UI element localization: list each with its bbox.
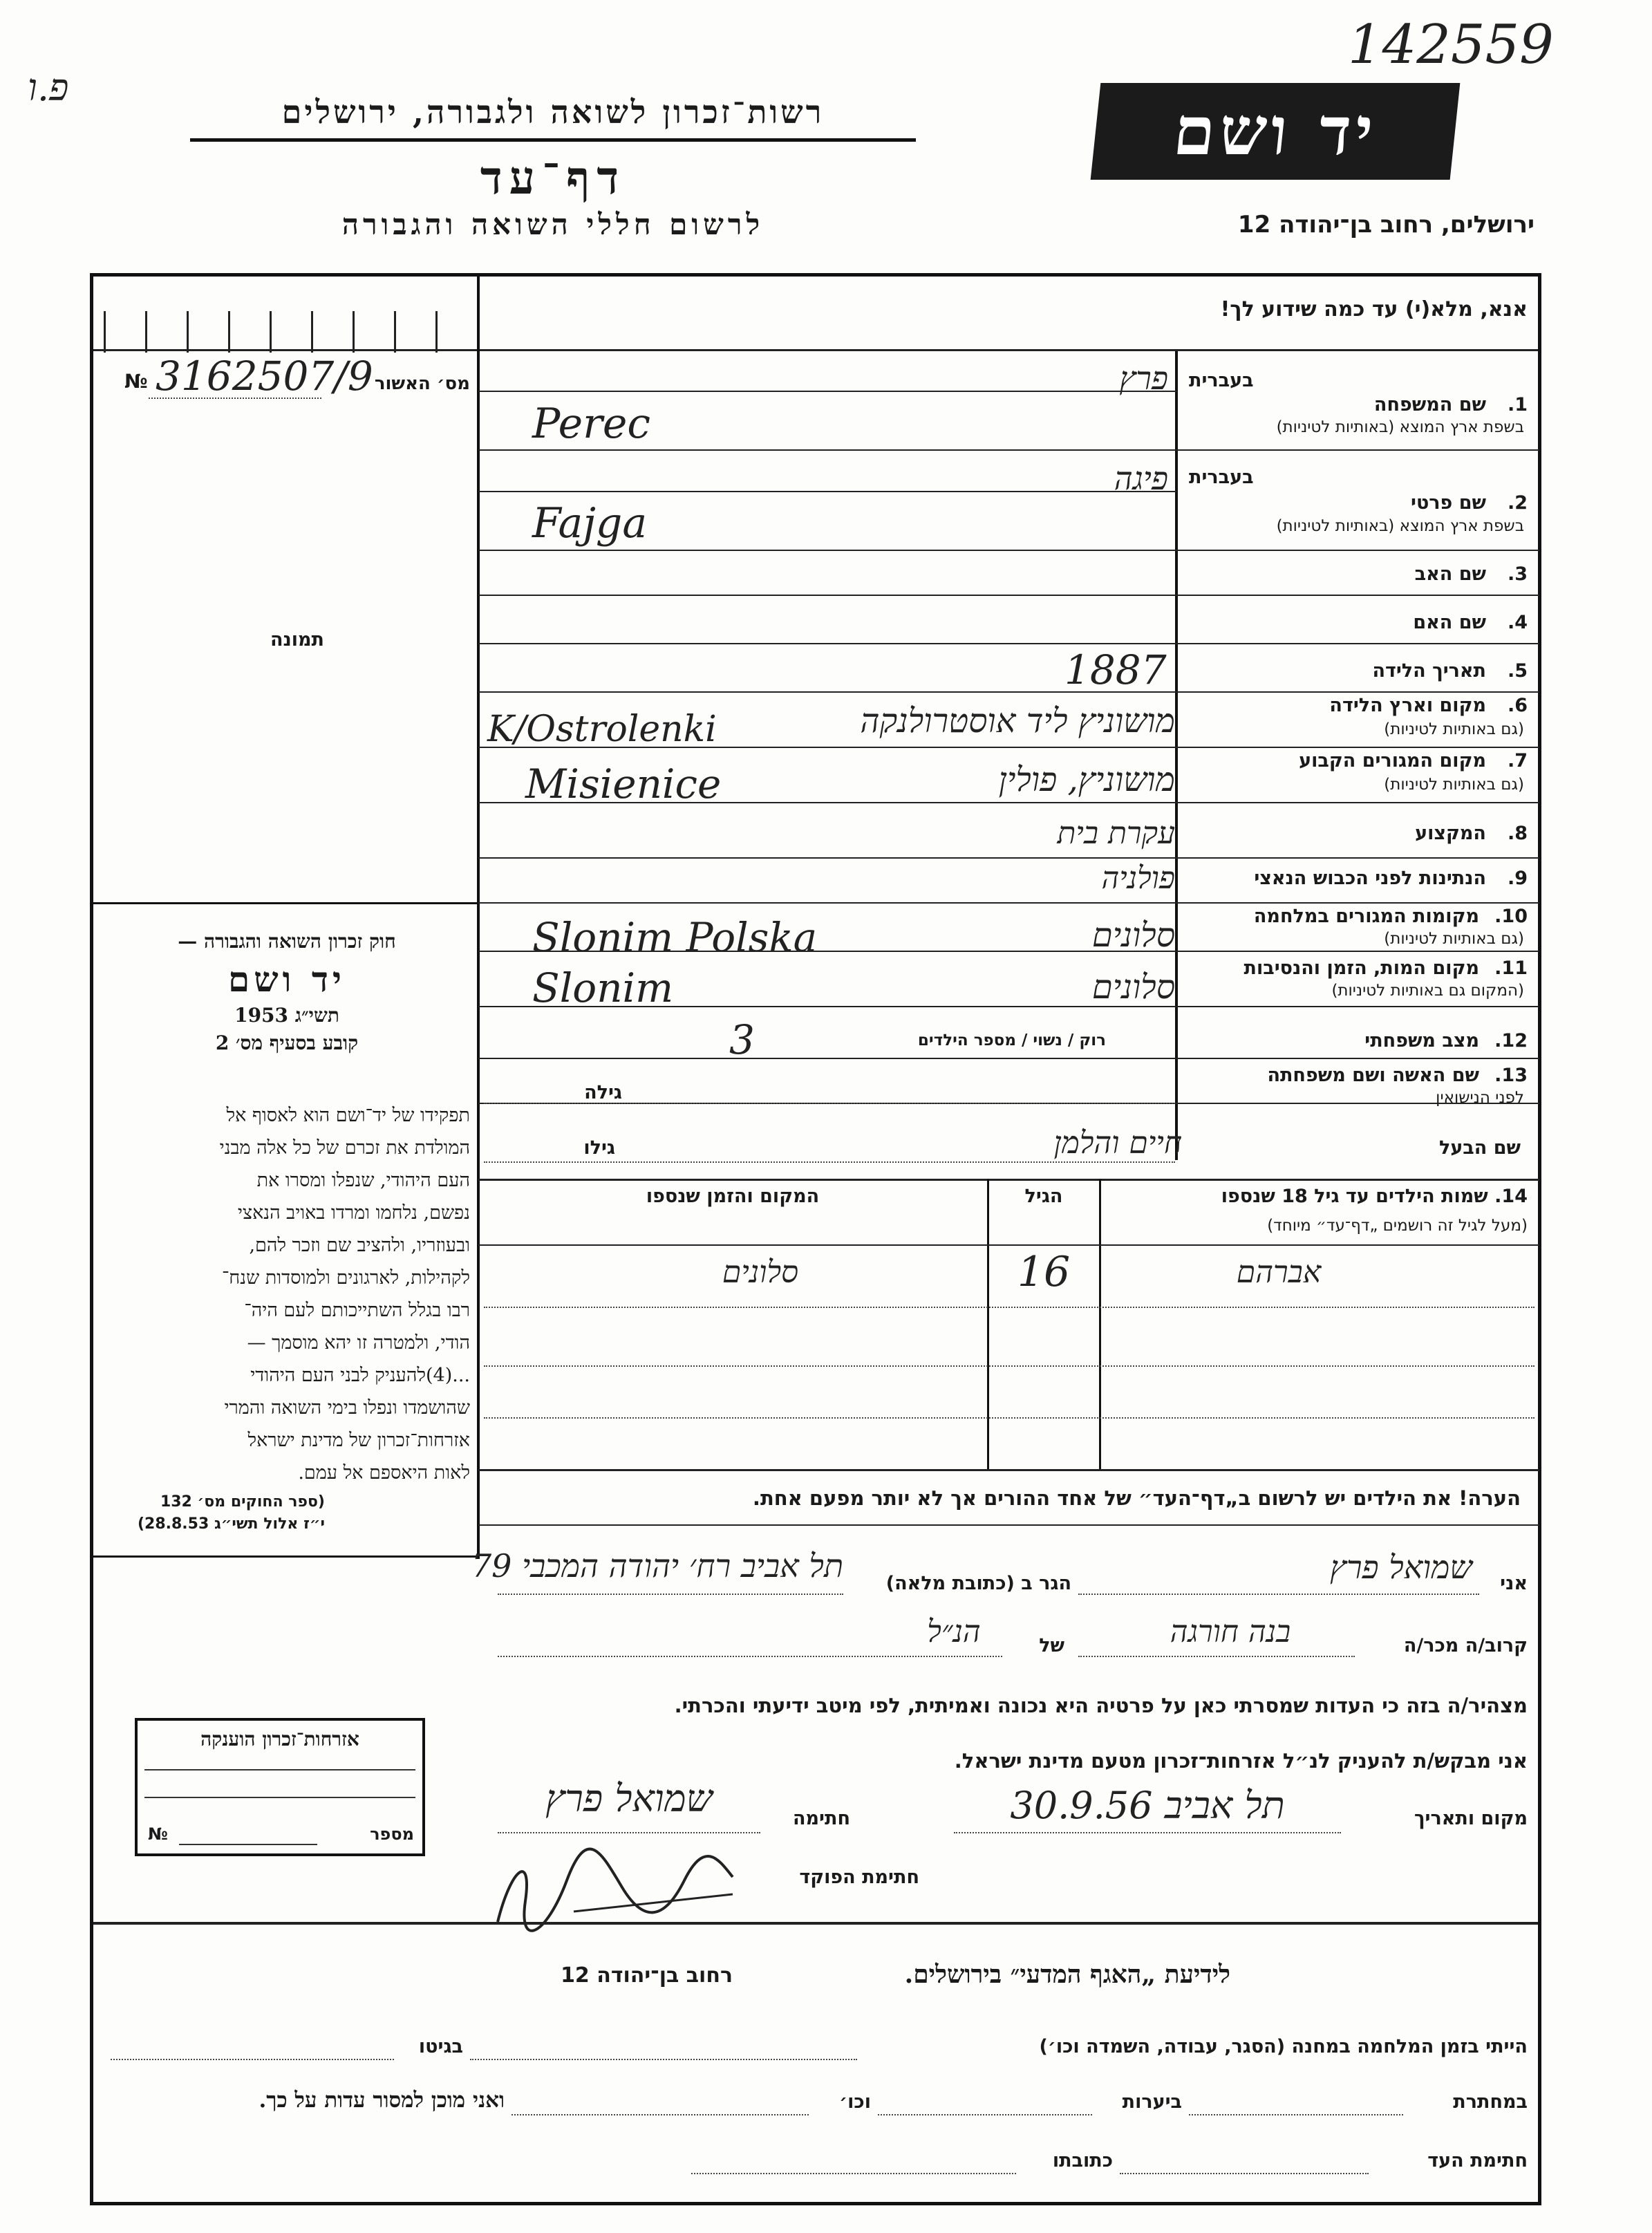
field-9-value: פולניה [1101, 861, 1175, 896]
field-2-sub: בשפת ארץ המוצא (באותיות לטיניות) [1276, 517, 1524, 535]
field-6-sub: (גם באותיות לטיניות) [1384, 720, 1524, 738]
law-panel-bottom [93, 1555, 478, 1558]
field-6-value: מושוניץ ליד אוסטרולנקה [860, 702, 1175, 740]
law-source-date: י״ז אלול תשי״ג 28.8.53) [137, 1515, 325, 1533]
ticks [104, 311, 463, 353]
footer-address-label: כתובתו [1052, 2150, 1113, 2171]
footer-rule [93, 1922, 1538, 1925]
footer-etc: וכו׳ [839, 2091, 871, 2113]
field-9-num: 9. [1507, 868, 1528, 889]
row-line [478, 550, 1539, 551]
row-line [478, 595, 1539, 596]
field-11-value: סלונים [1091, 968, 1175, 1007]
law-text-line: רבו בגלל השתייכותם לעם היה־ [244, 1300, 470, 1321]
citizenship-number-line [179, 1844, 317, 1845]
footer-forests-dots [878, 2114, 1092, 2115]
field-1-latin-value: Perec [532, 400, 650, 448]
footer-underground: במחתרת [1453, 2091, 1528, 2113]
children-row-rule [484, 1365, 1534, 1367]
field-11-label: מקום המות, הזמן והנסיבות [1243, 957, 1479, 979]
declarant-name-dots [1078, 1594, 1479, 1595]
children-bottom-rule [478, 1469, 1539, 1471]
field-12-label: מצב משפחתי [1364, 1030, 1479, 1052]
field-1-hebrew-value: פרץ [1119, 359, 1168, 397]
children-subtitle: (מעל לגיל זה רושמים „דף־עד״ מיוחד) [1267, 1217, 1528, 1235]
authority-name: רשות־זכרון לשואה ולגבורה, ירושלים [281, 93, 825, 131]
field-7-latin-value: Misienice [525, 760, 722, 807]
law-text-line: שהושמדו ונפלו בימי השואה והמרי [224, 1397, 470, 1419]
field-12-num: 12. [1494, 1030, 1528, 1052]
instruction: אנא, מלא(י) עד כמה שידוע לך! [1220, 297, 1528, 321]
field-7-label: מקום המגורים הקבוע [1299, 750, 1486, 772]
place-date-value: תל אביב 30.9.56 [1010, 1784, 1285, 1827]
officer-signature-stroke [498, 1849, 733, 1931]
archive-number: 142559 [1348, 14, 1554, 76]
field-1-label: שם המשפחה [1373, 394, 1486, 415]
field-11-num: 11. [1494, 957, 1528, 979]
field-5-num: 5. [1507, 660, 1528, 682]
field-10-num: 10. [1494, 906, 1528, 927]
of-label: של [1039, 1635, 1064, 1656]
declarant-address-dots [498, 1594, 843, 1595]
field-4-label: שם האם [1413, 612, 1486, 633]
law-text-line: ...(4)להעניק לבני העם היהודי [250, 1365, 470, 1386]
field-2-num: 2. [1507, 492, 1528, 514]
law-text-line: תפקידו של יד־ושם הוא לאסוף אל [226, 1105, 470, 1126]
husband-label: שם הבעל [1438, 1137, 1521, 1159]
law-text-line: העם היהודי, שנפלו ומסרו את [256, 1170, 470, 1191]
signature-dots [498, 1832, 760, 1833]
registration-no-sign: № [124, 370, 148, 393]
law-clause: קובע בסעיף מס׳ 2 [215, 1031, 359, 1054]
field-12-value: 3 [729, 1016, 755, 1063]
children-col-place: המקום והזמן שנספו [646, 1186, 820, 1207]
field-13-age-label: גילה [584, 1082, 622, 1103]
children-row-rule [484, 1417, 1534, 1419]
law-title: חוק זכרון השואה והגבורה — [178, 930, 396, 953]
row-line [478, 643, 1539, 644]
form-subtitle: לרשום חללי השואה והגבורה [341, 207, 764, 241]
footer-ready: ואני מוכן למסור עדות על כך. [259, 2088, 505, 2113]
footer-ghetto: בגיטו [418, 2036, 463, 2057]
note-rule [478, 1524, 1539, 1526]
field-3-label: שם האב [1414, 563, 1486, 585]
header-rule [190, 138, 916, 142]
field-11-sub: (המקום גם באותיות לטיניות) [1331, 982, 1524, 1000]
field-8-num: 8. [1507, 823, 1528, 844]
instruction-rule [93, 349, 1538, 351]
law-panel [104, 930, 470, 1055]
field-2-latin-value: Fajga [532, 499, 648, 548]
registration-value: 3162507/9 [156, 353, 373, 400]
relation-label: קרוב/ה מכר/ה [1403, 1635, 1528, 1656]
field-1-hebrew-tag: בעברית [1189, 370, 1254, 391]
citizenship-line-2 [144, 1797, 415, 1798]
field-8-value: עקרת בית [1057, 816, 1175, 851]
declarant-ani: אני [1500, 1573, 1528, 1594]
left-panel-divider [477, 273, 480, 1559]
photo-box-bottom [93, 902, 478, 904]
row-line [478, 1179, 1539, 1181]
footer-witness-sig: חתימת העד [1427, 2150, 1528, 2171]
registration-label: מס׳ האשור [374, 373, 470, 394]
field-13-label: שם האשה ושם משפחתה [1267, 1065, 1479, 1086]
husband-dots [484, 1161, 1175, 1163]
field-9-label: הנתינות לפני הכבוש הנאצי [1254, 868, 1486, 889]
law-source: (ספר החוקים מס׳ 132 [160, 1493, 325, 1511]
corner-mark: פ.ו [28, 66, 69, 109]
footer-etc-dots [511, 2114, 809, 2115]
photo-label: תמונה [270, 629, 325, 651]
declarant-address: תל אביב רח׳ יהודה המכבי 79 [471, 1547, 843, 1585]
field-6-latin-value: K/Ostrolenki [487, 709, 717, 750]
footer-line1: הייתי בזמן המלחמה במחנה (הסגר, עבודה, השמדה וכו׳) [1039, 2036, 1528, 2057]
field-10-latin-value: Slonim Polska [532, 914, 818, 961]
officer-signature [484, 1839, 747, 1943]
logo [1091, 83, 1461, 180]
note: הערה! את הילדים יש לרשום ב„דף־העד״ של אחד ההורים אך לא יותר מפעם אחת. [752, 1486, 1521, 1510]
children-col-age: הגיל [1024, 1186, 1063, 1207]
field-10-value: סלונים [1091, 916, 1175, 955]
row-line [478, 857, 1539, 859]
field-2-hebrew-tag: בעברית [1189, 467, 1254, 488]
field-4-num: 4. [1507, 612, 1528, 633]
place-date-label: מקום ותאריך [1414, 1808, 1528, 1829]
field-1-sub: בשפת ארץ המוצא (באותיות לטיניות) [1276, 418, 1524, 436]
field-5-value: 1887 [1064, 646, 1167, 693]
officer-label: חתימת הפוקד [799, 1867, 919, 1888]
footer-forests: ביערות [1122, 2091, 1182, 2113]
field-10-label: מקומות המגורים במלחמה [1253, 906, 1479, 927]
field-11-latin-value: Slonim [532, 964, 674, 1011]
field-13-num: 13. [1494, 1065, 1528, 1086]
relation-dots [1078, 1656, 1355, 1657]
child-place: סלונים [722, 1255, 799, 1290]
footer-address: רחוב בן־יהודה 12 [561, 1963, 733, 1988]
field-10-sub: (גם באותיות לטיניות) [1384, 930, 1524, 948]
children-col-divider-2 [987, 1179, 989, 1469]
law-name: יד ושם [228, 959, 346, 1000]
child-age: 16 [1017, 1248, 1071, 1296]
field-3-num: 3. [1507, 563, 1528, 585]
citizenship-no: № [148, 1824, 168, 1844]
row-line [478, 691, 1539, 693]
field-2-label: שם פרטי [1411, 492, 1486, 514]
citizenship-box [135, 1718, 425, 1856]
registration-dots [149, 398, 321, 399]
law-year: תשי״ג 1953 [234, 1004, 339, 1027]
law-text-line: לקהילות, לארגונים ולמוסדות שנח־ [221, 1267, 470, 1289]
field-7-value: מושוניץ, פולין [998, 760, 1175, 799]
row-line [478, 902, 1539, 904]
field-13-sub: לפני הנישואין [1436, 1089, 1524, 1107]
children-title: 14. שמות הילדים עד גיל 18 שנספו [1221, 1186, 1528, 1207]
field-8-label: המקצוע [1415, 823, 1486, 844]
children-col-divider-1 [1099, 1179, 1101, 1469]
declaration: מצהיר/ה בזה כי העדות שמסרתי כאן על פרטיה היא נכונה ואמיתית, לפי מיטב ידיעתי והכרתי. [674, 1694, 1528, 1717]
citizenship-line-1 [144, 1769, 415, 1770]
law-text-line: לאות היאספם אל עמם. [298, 1462, 470, 1484]
citizenship-number-label: מספר [370, 1824, 414, 1844]
declarant-resides: הגר ב (כתובת מלאה) [885, 1573, 1071, 1594]
children-header-rule [478, 1244, 1539, 1246]
field-7-num: 7. [1507, 750, 1528, 772]
of-dots [498, 1656, 1002, 1657]
field-2-hebrew-value: פיגה [1114, 460, 1168, 497]
request: אני מבקש/ת להעניק לנ״ל אזרחות־זכרון מטעם מדינת ישראל. [954, 1749, 1528, 1773]
field-7-sub: (גם באותיות לטיניות) [1384, 776, 1524, 794]
field-6-num: 6. [1507, 695, 1528, 716]
footer-witness-dots [1120, 2173, 1369, 2174]
law-text-line: הודי, ולמטרה זו יהא מוסמך — [247, 1332, 470, 1354]
of-value: הנ״ל [927, 1614, 981, 1650]
header-address: ירושלים, רחוב בן־יהודה 12 [1237, 211, 1534, 239]
signature-label: חתימה [792, 1808, 850, 1829]
child-name: אברהם [1236, 1255, 1322, 1290]
law-text-line: ובעוזריו, ולהציב שם וזכר להם, [249, 1235, 470, 1256]
row-line [478, 449, 1539, 451]
field-column-divider [1175, 351, 1178, 1160]
relation-value: בנה חורגה [1170, 1614, 1291, 1650]
signature: שמואל פרץ [545, 1777, 713, 1820]
husband-age-label: גילו [583, 1137, 615, 1159]
citizenship-title: אזרחות־זכרון הוענקה [200, 1728, 359, 1750]
field-6-label: מקום וארץ הלידה [1329, 695, 1486, 716]
field-1-num: 1. [1507, 394, 1528, 415]
place-date-dots [954, 1832, 1341, 1833]
form-title: דף־עד [480, 151, 626, 205]
footer-ghetto-dots [111, 2059, 394, 2060]
field-13-dots [484, 1103, 1175, 1104]
law-text-line: אזרחות־זכרון של מדינת ישראל [247, 1430, 470, 1451]
footer-camp-dots [470, 2059, 857, 2060]
field-5-label: תאריך הלידה [1372, 660, 1486, 682]
officer-signature-underline [574, 1894, 733, 1912]
footer-address-dots [691, 2173, 1016, 2174]
field-12-options: רוק / נשוי / מספר הילדים [917, 1031, 1106, 1049]
law-text-line: המולדת את זכרם של כל אלה מבני [219, 1137, 470, 1159]
footer-underground-dots [1189, 2114, 1403, 2115]
declarant-name: שמואל פרץ [1329, 1549, 1472, 1586]
husband-value: חיים והלמן [1053, 1125, 1182, 1161]
footer-title: לידיעת „האגף המדעי״ בירושלים. [904, 1960, 1230, 1989]
children-row-rule [484, 1307, 1534, 1308]
row-line [478, 1058, 1539, 1059]
logo-text: יד ושם [1170, 92, 1381, 170]
law-text [104, 1099, 470, 1489]
law-text-line: נפשם, נלחמו ומרדו באויב הנאצי [237, 1202, 470, 1224]
